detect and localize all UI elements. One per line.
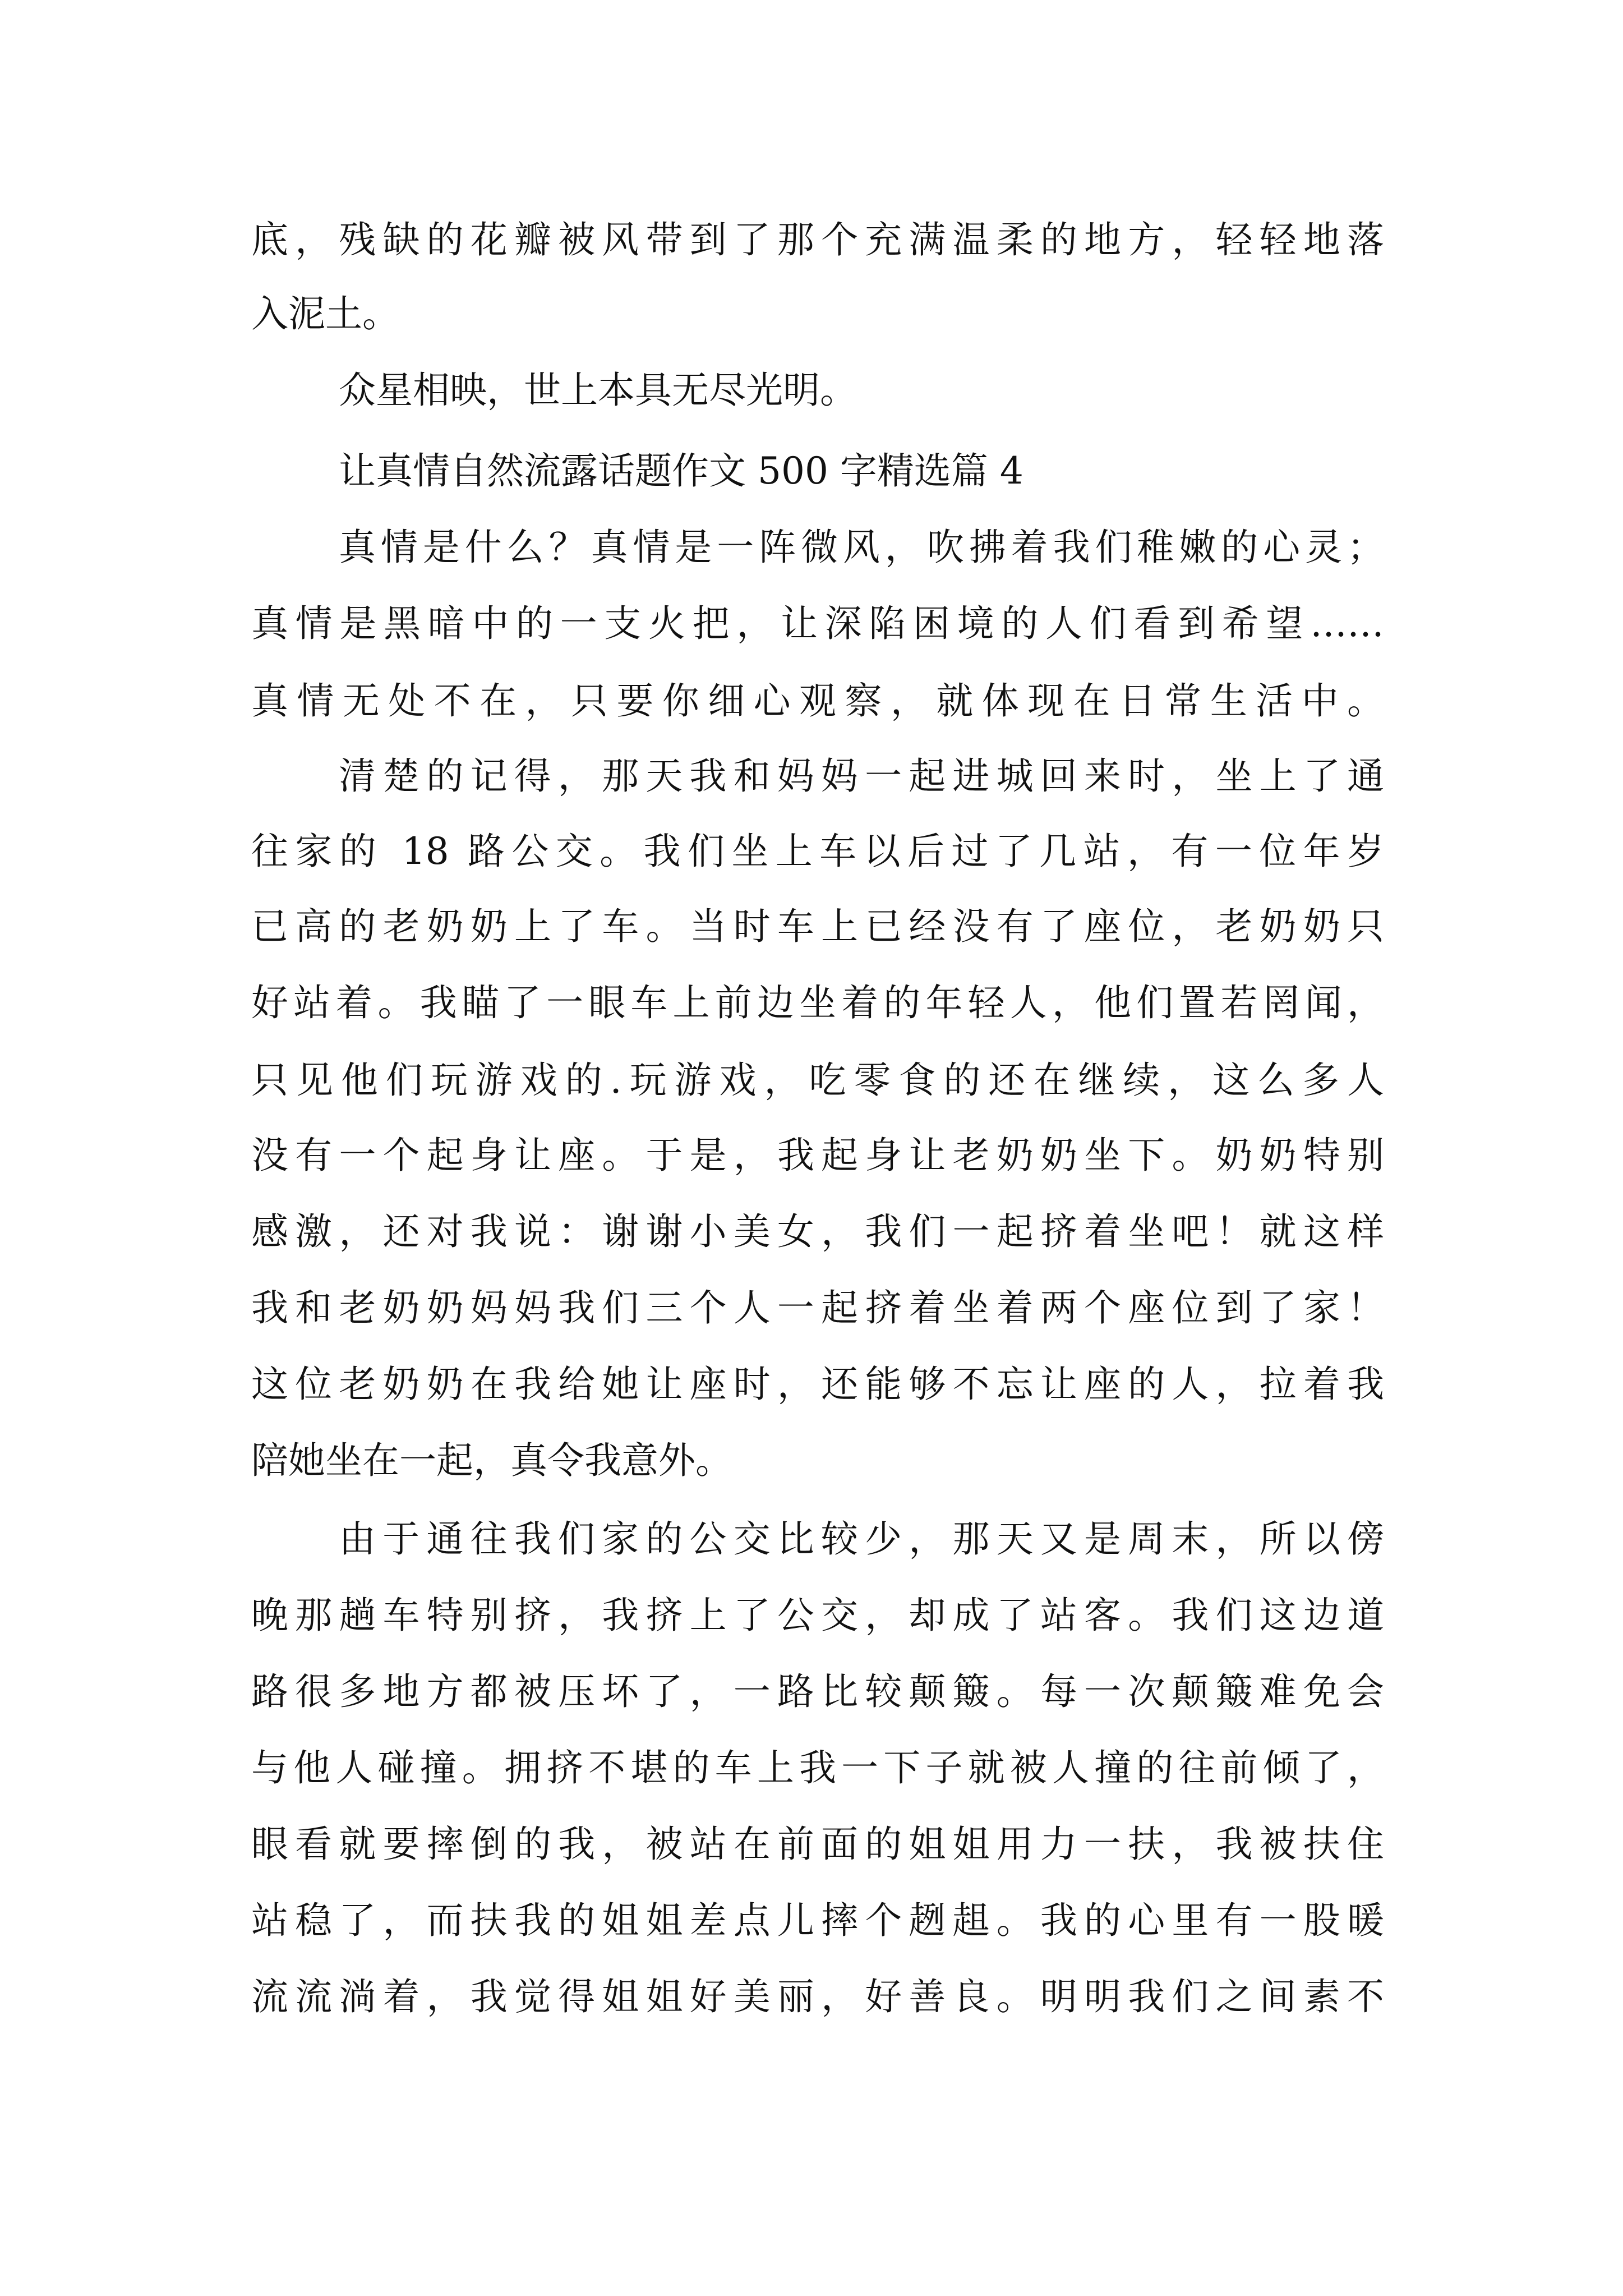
text-line: 众星相映，世上本具无尽光明。 bbox=[339, 369, 857, 412]
text-line: 真情无处不在，只要你细心观察，就体现在日常生活中。 bbox=[251, 679, 1384, 723]
section-heading: 让真情自然流露话题作文 500 字精选篇 4 bbox=[339, 449, 1023, 493]
text-line: 站稳了，而扶我的姐姐差点儿摔个趔趄。我的心里有一股暖 bbox=[251, 1899, 1384, 1942]
text-line: 好站着。我瞄了一眼车上前边坐着的年轻人，他们置若罔闻， bbox=[251, 981, 1384, 1024]
text-line: 底，残缺的花瓣被风带到了那个充满温柔的地方，轻轻地落 bbox=[251, 218, 1384, 261]
text-line: 与他人碰撞。拥挤不堪的车上我一下子就被人撞的往前倾了， bbox=[251, 1746, 1384, 1789]
text-line: 晚那趟车特别挤，我挤上了公交，却成了站客。我们这边道 bbox=[251, 1594, 1384, 1637]
text-line: 流流淌着，我觉得姐姐好美丽，好善良。明明我们之间素不 bbox=[251, 1975, 1384, 2018]
text-line: 已高的老奶奶上了车。当时车上已经没有了座位，老奶奶只 bbox=[251, 905, 1384, 948]
text-line: 感激，还对我说：谢谢小美女，我们一起挤着坐吧！就这样 bbox=[251, 1210, 1384, 1253]
text-line: 由于通往我们家的公交比较少，那天又是周末，所以傍 bbox=[339, 1517, 1384, 1561]
text-line: 真情是什么？真情是一阵微风，吹拂着我们稚嫩的心灵； bbox=[339, 526, 1384, 569]
text-line: 往家的 18 路公交。我们坐上车以后过了几站，有一位年岁 bbox=[251, 830, 1384, 873]
text-line: 入泥土。 bbox=[251, 292, 399, 335]
text-line: 我和老奶奶妈妈我们三个人一起挤着坐着两个座位到了家！ bbox=[251, 1286, 1384, 1329]
text-line: 眼看就要摔倒的我，被站在前面的姐姐用力一扶，我被扶住 bbox=[251, 1823, 1384, 1866]
text-line: 路很多地方都被压坏了，一路比较颠簸。每一次颠簸难免会 bbox=[251, 1670, 1384, 1713]
text-line: 只见他们玩游戏的.玩游戏，吃零食的还在继续，这么多人 bbox=[251, 1059, 1384, 1102]
text-line: 没有一个起身让座。于是，我起身让老奶奶坐下。奶奶特别 bbox=[251, 1134, 1384, 1177]
text-line: 真情是黑暗中的一支火把，让深陷困境的人们看到希望…… bbox=[251, 602, 1384, 645]
text-line: 清楚的记得，那天我和妈妈一起进城回来时，坐上了通 bbox=[339, 754, 1384, 798]
text-line: 这位老奶奶在我给她让座时，还能够不忘让座的人，拉着我 bbox=[251, 1363, 1384, 1406]
text-line: 陪她坐在一起，真令我意外。 bbox=[251, 1439, 732, 1482]
